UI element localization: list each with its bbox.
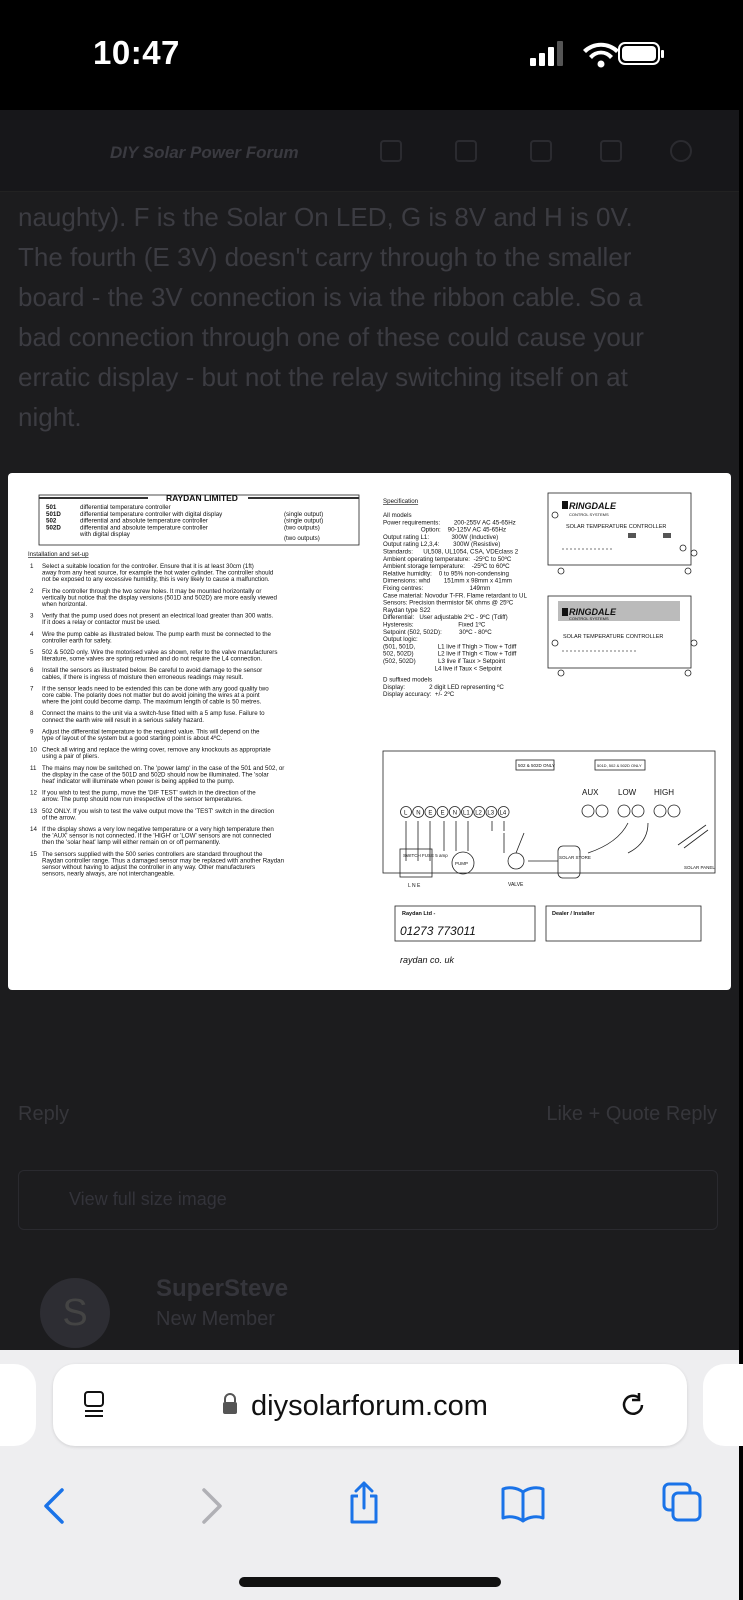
reload-icon[interactable] bbox=[618, 1390, 648, 1420]
spec-line: Output rating L1: 300W (Inductive) bbox=[383, 533, 499, 541]
model-output: (two outputs) bbox=[284, 535, 320, 543]
step-text: Select a suitable location for the controller. Ensure that it is at least 30cm (1ft) away from any heat source, for example the hot water cylinder. The controller should not be exposed to any excessive humidity, this is very likely to cause a malfunction. bbox=[42, 563, 274, 584]
raydan-label: Raydan Ltd - bbox=[402, 911, 436, 917]
spec-line: (502, 502D) L3 live if Taux > Setpoint bbox=[383, 658, 506, 665]
install-steps bbox=[30, 563, 285, 878]
model-code: 501D bbox=[46, 510, 61, 518]
mail-icon[interactable] bbox=[455, 140, 477, 162]
controller-panel-1 bbox=[548, 493, 697, 574]
account-icon[interactable] bbox=[380, 140, 402, 162]
step-text: Verify that the pump used does not present an electrical load greater than 300 watts. If it does a relay or contactor must be used. bbox=[42, 612, 274, 627]
new-posts-icon[interactable] bbox=[600, 140, 622, 162]
switch-fuse-label: SWITCH FUSE 5 amp bbox=[403, 853, 448, 858]
avatar[interactable]: S bbox=[40, 1278, 110, 1348]
attachment-link[interactable]: View full size image bbox=[18, 1170, 718, 1230]
report-link[interactable]: Reply bbox=[18, 1103, 70, 1125]
terminal-label: E bbox=[440, 810, 445, 817]
bell-icon[interactable] bbox=[530, 140, 552, 162]
post-line: erratic display - but not the relay switching itself on at bbox=[18, 362, 628, 392]
forum-logo[interactable]: DIY Solar Power Forum bbox=[110, 143, 299, 162]
sensor-label: HIGH bbox=[654, 788, 674, 797]
wiring-document-image bbox=[8, 473, 731, 990]
sensor-symbol bbox=[582, 805, 594, 817]
step-text: Connect the mains to the unit via a switch-fuse fitted with a 5 amp fuse. Failure to connect the earth wire will result in a serious safety hazard. bbox=[42, 710, 265, 724]
spec-line: Hysteresis: Fixed 1ºC bbox=[383, 621, 486, 629]
tabs-icon[interactable] bbox=[660, 1480, 704, 1524]
step-number: 5 bbox=[30, 649, 34, 656]
step-text: Fix the controller through the two screw holes. It may be mounted horizontally or vertically but notice that the display versions (501D and 502D) are more easily viewed when horizontal. bbox=[42, 587, 277, 608]
controller-panel-2 bbox=[548, 596, 697, 676]
model-code: 502D bbox=[46, 524, 61, 532]
model-output: (single output) bbox=[284, 517, 324, 525]
brand-sub: CONTROL SYSTEMS bbox=[569, 512, 609, 517]
model-list bbox=[46, 504, 323, 542]
spec-line: Relative humidity: 0 to 95% non-condensing bbox=[383, 570, 509, 578]
step-number: 15 bbox=[30, 850, 37, 858]
bookmarks-icon[interactable] bbox=[500, 1484, 546, 1524]
terminal-label: L2 bbox=[475, 810, 482, 817]
sensor-symbol bbox=[596, 805, 608, 817]
terminal-label: L bbox=[404, 810, 408, 817]
page-format-icon[interactable] bbox=[83, 1390, 105, 1420]
status-icons bbox=[530, 40, 670, 70]
step-text: Install the sensors as illustrated below. Be careful to avoid damage to the sensor cables, if there is ingress of moisture then erroneous readings may result. bbox=[42, 667, 263, 681]
step-text: If the sensor leads need to be extended this can be done with any good quality two core cable. The polarity does not matter but do avoid joining the wires at a point where the joint could become damp. The maximum length of cable is 50 metres. bbox=[42, 685, 269, 706]
install-heading: Installation and set-up bbox=[28, 551, 89, 558]
spec-list bbox=[383, 512, 528, 698]
model-code: 501 bbox=[46, 504, 57, 511]
brand-logo: RINGDALE bbox=[569, 501, 616, 511]
spec-line: Fixing centres: 149mm bbox=[383, 585, 491, 592]
panel-label: SOLAR PANEL bbox=[684, 865, 715, 870]
step-number: 8 bbox=[30, 710, 34, 718]
step-text: Wire the pump cable as illustrated below. The pump earth must be connected to the controller earth for safety. bbox=[42, 630, 271, 645]
status-bar bbox=[0, 0, 739, 110]
terminal-label: N bbox=[416, 810, 421, 817]
spec-line: Display: 2 digit LED representing ºC bbox=[383, 683, 504, 691]
brand-logo-2: RINGDALE bbox=[569, 607, 616, 617]
sensor-labels bbox=[582, 788, 680, 817]
step-text: If the display shows a very low negative temperature or a very high temperature then the 'AUX' sensor is not connected. If the 'HIGH' or 'LOW' sensors are not connected then the 'solar heat' lamp will either remain on or off permanently. bbox=[42, 826, 274, 847]
step-number: 6 bbox=[30, 667, 34, 675]
note-501: 501D, 502 & 502D ONLY bbox=[597, 763, 642, 768]
post-line: bad connection through one of these could cause your bbox=[18, 322, 644, 352]
step-number: 12 bbox=[30, 789, 37, 797]
sensor-symbol bbox=[654, 805, 666, 817]
browser-chrome bbox=[0, 1350, 739, 1600]
step-text: The mains may now be switched on. The 'power lamp' in the case of the 501 and 502, or the display in the case of the 501D and 502D should now be illuminated. The 'solar heat' indicator will illuminate when power is being applied to the pump. bbox=[42, 764, 285, 785]
step-text: If you wish to test the pump, move the 'DIF TEST' switch in the direction of the arrow. The pump should now run irrespective of the sensor temperatures. bbox=[42, 789, 256, 804]
wifi-icon bbox=[583, 43, 619, 68]
wiring-diagram bbox=[383, 751, 715, 889]
dealer-label: Dealer / Installer bbox=[552, 911, 595, 917]
cellular-signal-icon bbox=[530, 41, 563, 66]
step-text: 502 ONLY. If you wish to test the valve output move the 'TEST' switch in the direction of the arrow. bbox=[42, 807, 275, 822]
step-text: The sensors supplied with the 500 series controllers are standard throughout the Raydan controller range. Thus a damaged sensor may be replaced with another Raydan sensor without having to adjust the controller in any way. Other manufacturers sensors, nearly always, are not interchangeable. bbox=[42, 850, 285, 878]
step-number: 11 bbox=[30, 764, 37, 772]
post-actions[interactable]: Like + Quote Reply bbox=[546, 1103, 717, 1125]
spec-line: Output rating L2,3,4: 300W (Resistive) bbox=[383, 541, 501, 549]
user-role: New Member bbox=[156, 1308, 275, 1330]
spec-line: Raydan type S22 bbox=[383, 606, 431, 614]
step-number: 9 bbox=[30, 728, 34, 736]
spec-line: Setpoint (502, 502D): 30ºC - 80ºC bbox=[383, 628, 492, 636]
browser-toolbar bbox=[0, 1470, 739, 1550]
spec-line: Ambient operating temperature: -25ºC to 50ºC bbox=[383, 555, 512, 563]
spec-line: Ambient storage temperature: -25ºC to 60ºC bbox=[383, 563, 510, 571]
spec-line: Sensors: Precision thermistor 5K ohms @ 25ºC bbox=[383, 599, 514, 607]
sensor-symbol bbox=[618, 805, 630, 817]
model-code: 502 bbox=[46, 517, 57, 525]
sensor-label: AUX bbox=[582, 788, 599, 797]
post-line: board - the 3V connection is via the ribbon cable. So a bbox=[18, 282, 643, 312]
spec-line: (501, 501D, L1 live if Thigh > Tlow + Tdiff bbox=[383, 643, 517, 651]
spec-heading: Specification bbox=[383, 498, 419, 505]
post-line: The fourth (E 3V) doesn't carry through to the smaller bbox=[18, 242, 632, 272]
terminal-label: L3 bbox=[487, 810, 495, 817]
url-text[interactable]: diysolarforum.com bbox=[251, 1390, 488, 1422]
forum-header bbox=[0, 110, 739, 192]
terminal-row bbox=[401, 807, 510, 818]
clock-time: 10:47 bbox=[93, 34, 180, 71]
step-text: Adjust the differential temperature to the required value. This will depend on the type of layout of the system but a good starting point is about 4ºC. bbox=[42, 728, 260, 742]
store-label: SOLAR STORE bbox=[559, 855, 591, 860]
image-lightbox[interactable] bbox=[8, 473, 731, 990]
model-desc: differential temperature controller with digital display bbox=[80, 510, 223, 518]
home-indicator bbox=[239, 1577, 501, 1587]
model-output: (single output) bbox=[284, 510, 324, 518]
step-number: 2 bbox=[30, 587, 34, 595]
spec-line: Dimensions: whd 151mm x 98mm x 41mm bbox=[383, 577, 512, 585]
forward-icon[interactable] bbox=[196, 1486, 226, 1526]
spec-line: Standards: UL508, UL1054, CSA, VDEclass 2 bbox=[383, 548, 519, 556]
model-desc: differential and absolute temperature controller bbox=[80, 524, 208, 532]
model-desc: differential and absolute temperature controller bbox=[80, 517, 208, 525]
phone-number: 01273 773011 bbox=[400, 924, 476, 938]
valve-symbol bbox=[508, 853, 524, 869]
spec-line: Power requirements: 200-255V AC 45-65Hz bbox=[383, 519, 516, 527]
terminal-label: L1 bbox=[463, 810, 470, 817]
sensor-symbol bbox=[632, 805, 644, 817]
terminal-label: E bbox=[428, 810, 433, 817]
post-line: naughty). F is the Solar On LED, G is 8V and H is 0V. bbox=[18, 202, 633, 232]
back-icon[interactable] bbox=[40, 1486, 70, 1526]
next-tab-preview[interactable] bbox=[703, 1364, 743, 1446]
spec-line: Differential: User adjustable 2ºC - 9ºC (Tdiff) bbox=[383, 614, 508, 622]
email-handwritten: raydan co. uk bbox=[400, 955, 455, 965]
model-desc: with digital display bbox=[80, 531, 130, 539]
spec-line: 502, 502D) L2 live if Thigh < Tlow + Tdiff bbox=[383, 650, 517, 658]
username[interactable]: SuperSteve bbox=[156, 1275, 289, 1302]
brand-sub-2: CONTROL SYSTEMS bbox=[569, 616, 609, 621]
lock-icon bbox=[221, 1392, 239, 1416]
spec-line: Display accuracy: +/- 2ºC bbox=[383, 691, 455, 699]
panel-title-2: SOLAR TEMPERATURE CONTROLLER bbox=[563, 634, 664, 640]
post-line: night. bbox=[18, 402, 82, 432]
sensor-label: LOW bbox=[618, 788, 637, 797]
address-bar[interactable] bbox=[53, 1364, 687, 1446]
pump-label: PUMP bbox=[455, 861, 469, 866]
search-icon[interactable] bbox=[670, 140, 692, 162]
step-text: 502 & 502D only. Wire the motorised valve as shown, refer to the valve manufacturers literature, some valves are spring returned and do not require the L4 connection. bbox=[42, 649, 278, 663]
lne-label: L N E bbox=[408, 883, 421, 889]
step-number: 13 bbox=[30, 807, 37, 815]
note-502: 502 & 502D ONLY bbox=[518, 763, 555, 768]
terminal-label: L4 bbox=[499, 810, 507, 817]
step-number: 3 bbox=[30, 612, 34, 620]
step-text: Check all wiring and replace the wiring cover, remove any knockouts as appropriate using a pair of pliers. bbox=[42, 746, 271, 761]
step-number: 4 bbox=[30, 630, 34, 638]
spec-line: Option: 90-125V AC 45-65Hz bbox=[383, 526, 507, 534]
spec-line: D suffixed models bbox=[383, 676, 433, 684]
model-desc: differential temperature controller bbox=[80, 504, 171, 511]
step-number: 1 bbox=[30, 563, 34, 570]
panel-title: SOLAR TEMPERATURE CONTROLLER bbox=[566, 524, 667, 530]
share-icon[interactable] bbox=[346, 1480, 382, 1526]
step-number: 14 bbox=[30, 826, 37, 833]
post-text bbox=[18, 197, 718, 437]
previous-tab-preview[interactable] bbox=[0, 1364, 36, 1446]
company-name: RAYDAN LIMITED bbox=[166, 493, 238, 503]
battery-icon bbox=[619, 43, 664, 64]
spec-line: Output logic: bbox=[383, 636, 418, 644]
terminal-label: N bbox=[452, 810, 458, 817]
sensor-symbol bbox=[668, 805, 680, 817]
step-number: 7 bbox=[30, 685, 34, 693]
spec-line: Case material: Novodur T-FR. Flame retardant to UL bbox=[383, 592, 527, 600]
spec-line: All models bbox=[383, 512, 412, 519]
valve-label: VALVE bbox=[508, 882, 524, 888]
step-number: 10 bbox=[30, 746, 37, 754]
spec-line: L4 live if Taux < Setpoint bbox=[383, 665, 502, 673]
model-output: (two outputs) bbox=[284, 524, 320, 532]
